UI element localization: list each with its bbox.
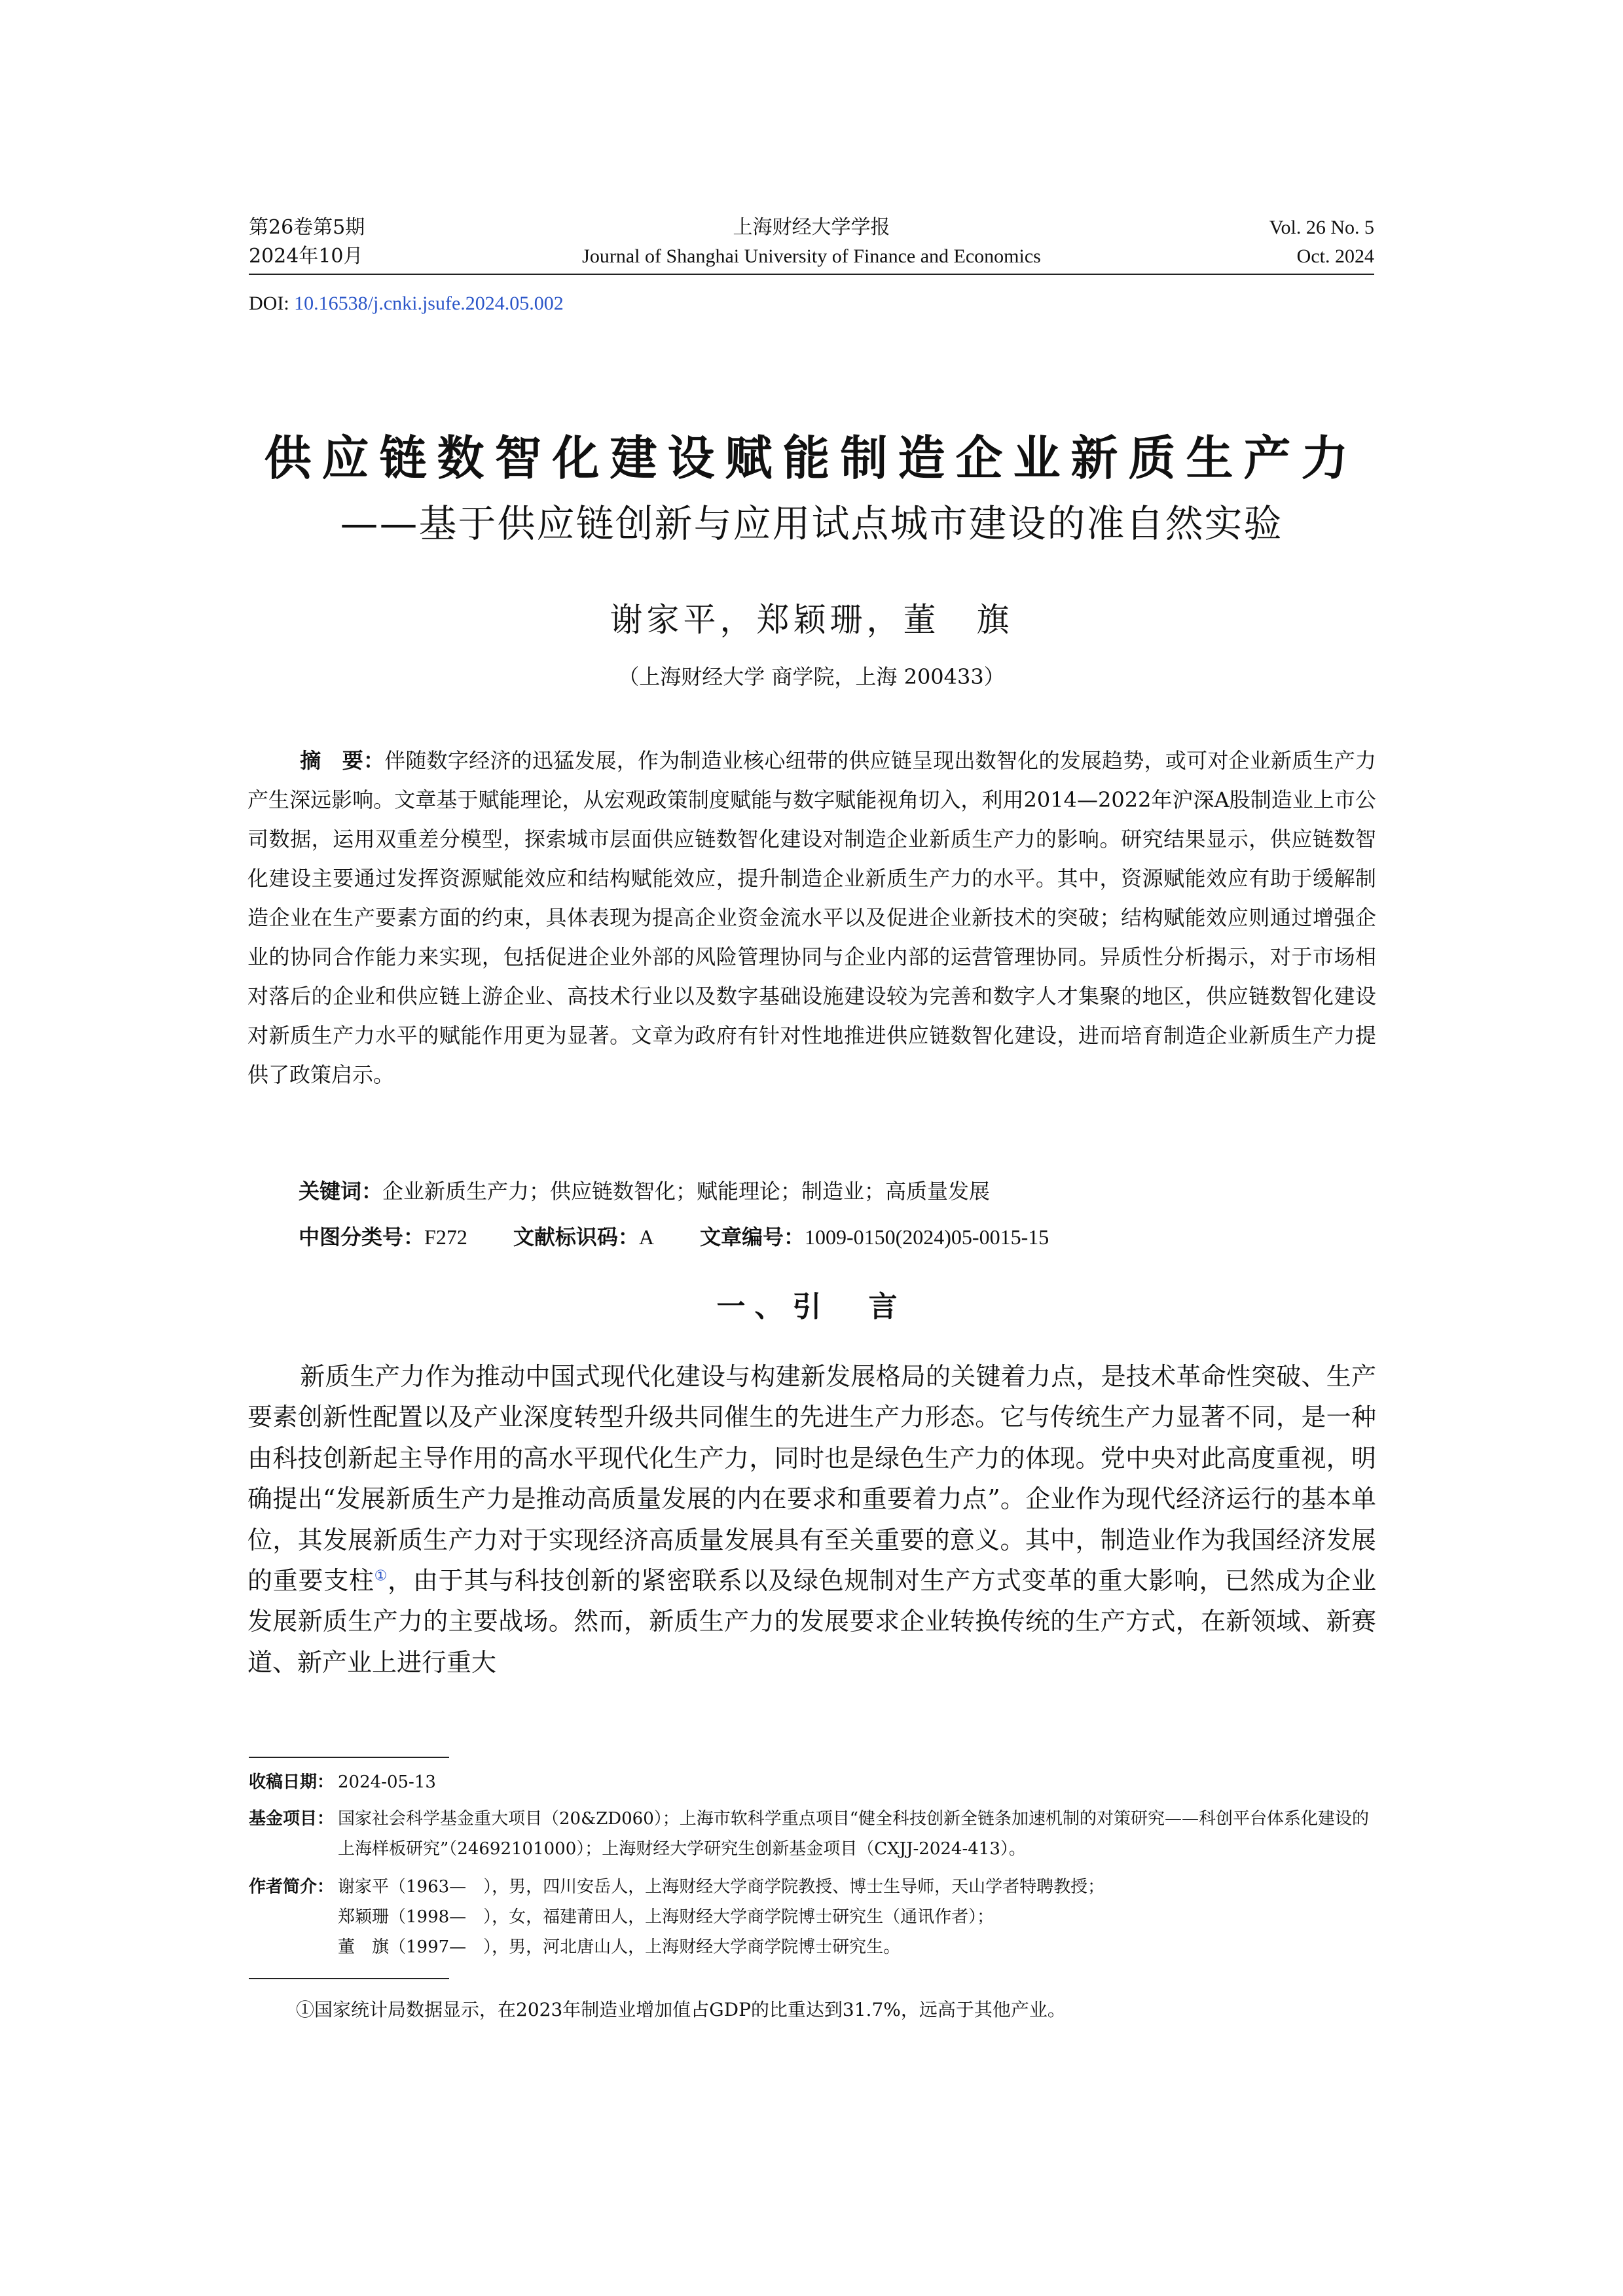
header-vol-en — [1269, 213, 1374, 271]
footnote-1: ①国家统计局数据显示，在2023年制造业增加值占GDP的比重达到31.7%，远高于其他产业。 — [296, 1999, 1066, 2020]
author-bio-1: 谢家平（1963— ），男，四川安岳人，上海财经大学商学院教授、博士生导师，天山学者特聘教授； — [338, 1877, 1105, 1897]
journal-name-en: Journal of Shanghai University of Finance and Economics — [582, 245, 1041, 267]
author-bio-label: 作者简介： — [249, 1877, 335, 1897]
article-no-value: 1009-0150(2024)05-0015-15 — [804, 1225, 1049, 1249]
author-bio-3: 董 旗（1997— ），男，河北唐山人，上海财经大学商学院博士研究生。 — [338, 1937, 901, 1957]
doc-code-value: A — [638, 1225, 654, 1249]
footnote-ref-1[interactable]: ① — [374, 1568, 388, 1585]
fund-value: 国家社会科学基金重大项目（20&ZD060）；上海市软科学重点项目“健全科技创新全链条加速机制的对策研究——科创平台体系化建设的上海样板研究”（24692101000）；上海财经大学研究生创新基金项目（CXJJ-2024-413）。 — [338, 1809, 1370, 1859]
section-heading: 一、引 言 — [716, 1290, 907, 1323]
footnote-divider-bottom — [249, 1978, 449, 1979]
doi-link[interactable]: 10.16538/j.cnki.jsufe.2024.05.002 — [294, 293, 564, 314]
article-no-label: 文章编号： — [699, 1225, 805, 1249]
header-journal — [0, 213, 1623, 271]
header-date: 2024年10月 — [249, 245, 363, 268]
paper-subtitle: ——基于供应链创新与应用试点城市建设的准自然实验 — [340, 501, 1283, 546]
clc-label: 中图分类号： — [299, 1225, 425, 1249]
body-text-part1: 新质生产力作为推动中国式现代化建设与构建新发展格局的关键着力点，是技术革命性突破、生产要素创新性配置以及产业深度转型升级共同催生的先进生产力形态。它与传统生产力显著不同，是一种由科技创新起主导作用的高水平现代化生产力，同时也是绿色生产力的体现。党中央对此高度重视，明确提出“发展新质生产力是推动高质量发展的内在要求和重要着力点”。企业作为现代经济运行的基本单位，其发展新质生产力对于实现经济高质量发展具有至关重要的意义。其中，制造业作为我国经济发展的重要支柱 — [247, 1362, 1376, 1596]
classification-line — [299, 1217, 1049, 1257]
doi-line — [249, 289, 564, 318]
received-label: 收稿日期： — [249, 1772, 335, 1792]
author-bio-list — [338, 1872, 1376, 1962]
clc-value: F272 — [424, 1225, 467, 1249]
keywords — [299, 1172, 990, 1211]
doi-label: DOI: — [249, 293, 295, 314]
body-paragraph — [247, 1356, 1376, 1683]
journal-name-cn: 上海财经大学学报 — [733, 216, 890, 239]
body-text-part2: ，由于其与科技创新的紧密联系以及绿色规制对生产方式变革的重大影响，已然成为企业发展新质生产力的主要战场。然而，新质生产力的发展要求企业转换传统的生产方式，在新领域、新赛道、新产业上进行重大 — [247, 1566, 1376, 1677]
keywords-label: 关键词： — [299, 1179, 383, 1204]
header-volume: 第26卷第5期 — [249, 216, 365, 239]
author-list: 谢家平，郑颖珊，董 旗 — [610, 601, 1013, 639]
affiliation: （上海财经大学 商学院，上海 200433） — [618, 664, 1005, 689]
header-divider — [249, 274, 1374, 275]
abstract — [247, 741, 1376, 1094]
header-vol-no: Vol. 26 No. 5 — [1269, 217, 1374, 238]
author-bio-2: 郑颖珊（1998— ），女，福建莆田人，上海财经大学商学院博士研究生（通讯作者）； — [338, 1907, 994, 1927]
header-month-year: Oct. 2024 — [1296, 245, 1374, 267]
abstract-text: 伴随数字经济的迅猛发展，作为制造业核心纽带的供应链呈现出数智化的发展趋势，或可对企业新质生产力产生深远影响。文章基于赋能理论，从宏观政策制度赋能与数字赋能视角切入，利用2014—2022年沪深A股制造业上市公司数据，运用双重差分模型，探索城市层面供应链数智化建设对制造企业新质生产力的影响。研究结果显示，供应链数智化建设主要通过发挥资源赋能效应和结构赋能效应，提升制造企业新质生产力的水平。其中，资源赋能效应有助于缓解制造企业在生产要素方面的约束，具体表现为提高企业资金流水平以及促进企业新技术的突破；结构赋能效应则通过增强企业的协同合作能力来实现，包括促进企业外部的风险管理协同与企业内部的运营管理协同。异质性分析揭示，对于市场相对落后的企业和供应链上游企业、高技术行业以及数字基础设施建设较为完善和数字人才集聚的地区，供应链数智化建设对新质生产力水平的赋能作用更为显著。文章为政府有针对性地推进供应链数智化建设，进而培育制造企业新质生产力提供了政策启示。 — [247, 748, 1376, 1087]
received-value: 2024-05-13 — [338, 1772, 436, 1792]
doc-code-label: 文献标识码： — [513, 1225, 639, 1249]
fund-label: 基金项目： — [249, 1809, 335, 1829]
keywords-text: 企业新质生产力；供应链数智化；赋能理论；制造业；高质量发展 — [382, 1179, 991, 1204]
paper-title: 供应链数智化建设赋能制造企业新质生产力 — [264, 430, 1359, 486]
abstract-label: 摘 要： — [300, 748, 385, 773]
footnote-divider-top — [249, 1757, 449, 1758]
